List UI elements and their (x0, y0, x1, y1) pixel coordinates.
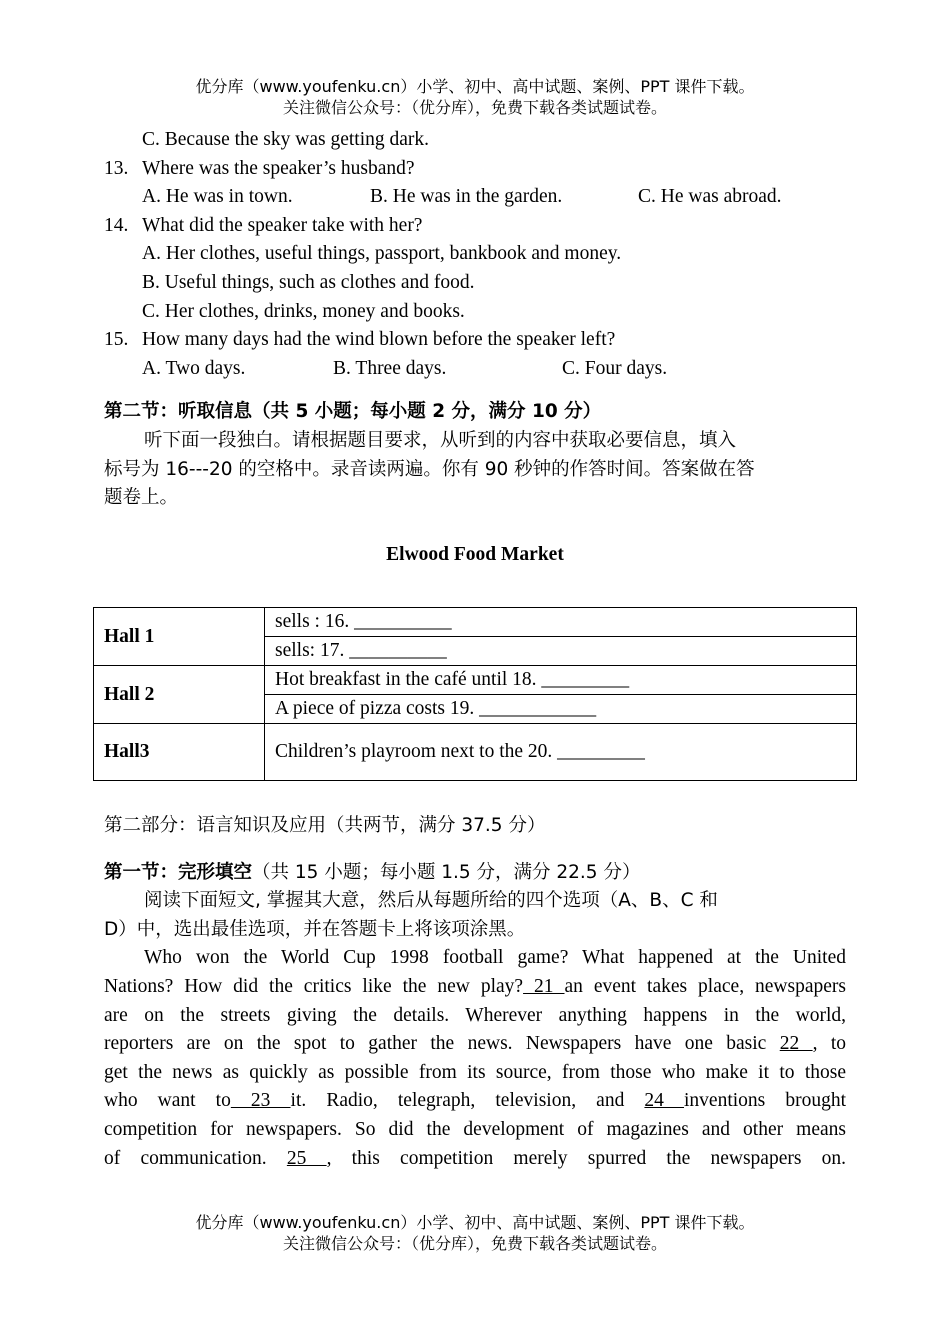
passage-line-1: Who won the World Cup 1998 football game? What happened at the United (144, 947, 846, 969)
page-header (0, 76, 950, 118)
q14-option-a: A. Her clothes, useful things, passport, bankbook and money. (142, 243, 622, 265)
part-2-title: 第二部分：语言知识及应用（共两节，满分 37.5 分） (104, 815, 546, 836)
footer-line-2: 关注微信公众号：（优分库），免费下载各类试题试卷。 (282, 1234, 667, 1253)
hall-1-item-17: sells: 17. __________ (265, 637, 857, 666)
passage-line-8: of communication. 25 , this competition merely spurred the newspapers on. (104, 1147, 847, 1169)
hall-1-label: Hall 1 (94, 608, 265, 666)
blank-25: 25 (286, 1147, 327, 1169)
table-row (94, 608, 857, 637)
hall-1-item-16: sells : 16. __________ (265, 608, 857, 637)
passage-line-6: who want to 23 it. Radio, telegraph, television, and 24 inventions brought (104, 1090, 847, 1112)
q14-option-b: B. Useful things, such as clothes and food. (142, 271, 475, 293)
q13-option-c: C. He was abroad. (638, 186, 782, 208)
passage-line-7: competition for newspapers. So did the development of magazines and other means (104, 1118, 846, 1140)
hall-3-label: Hall3 (94, 724, 265, 781)
q13-options (104, 183, 846, 212)
q15-option-b: B. Three days. (333, 357, 447, 379)
q13-option-a: A. He was in town. (142, 186, 293, 208)
page-content (104, 126, 846, 569)
passage-line-2: Nations? How did the critics like the new play? 21 an event takes place, newspapers (104, 975, 846, 997)
blank-22: 22 (779, 1033, 813, 1055)
section-2-instructions-2: 标号为 16---20 的空格中。录音读两遍。你有 90 秒钟的作答时间。答案做在答 (104, 458, 755, 480)
question-15: 15. How many days had the wind blown before the speaker left? (104, 329, 616, 351)
hall-2-label: Hall 2 (94, 666, 265, 724)
passage-line-3: are on the streets giving the details. Wherever anything happens in the world, (104, 1004, 846, 1026)
table-row (94, 724, 857, 781)
passage-line-5: get the news as quickly as possible from its source, from those who make it to those (104, 1061, 846, 1083)
header-line-1: 优分库（www.youfenku.cn）小学、初中、高中试题、案例、PPT 课件下载。 (195, 77, 755, 96)
q15-options (104, 355, 846, 384)
section-2-instructions-1: 听下面一段独白。请根据题目要求，从听到的内容中获取必要信息，填入 (144, 429, 737, 451)
q15-option-a: A. Two days. (142, 357, 246, 379)
page-footer (0, 1212, 950, 1254)
part-2-instructions-2: D）中，选出最佳选项，并在答题卡上将该项涂黑。 (104, 918, 526, 940)
market-table (93, 607, 857, 781)
part-2-section-1-title: 第一节：完形填空（共 15 小题；每小题 1.5 分，满分 22.5 分） (104, 861, 641, 883)
table-row (94, 666, 857, 695)
hall-3-item-20: Children’s playroom next to the 20. _________ (265, 724, 857, 781)
part-2-instructions-1: 阅读下面短文, 掌握其大意，然后从每题所给的四个选项（A、B、C 和 (144, 890, 718, 912)
market-title: Elwood Food Market (386, 543, 564, 565)
section-2-instructions-3: 题卷上。 (104, 487, 179, 509)
blank-21: 21 (523, 975, 565, 997)
section-2-title: 第二节：听取信息（共 5 小题；每小题 2 分，满分 10 分） (104, 401, 602, 423)
q14-option-c: C. Her clothes, drinks, money and books. (142, 300, 465, 322)
blank-24: 24 (644, 1090, 685, 1112)
blank-23: 23 (230, 1090, 291, 1112)
part-2 (104, 812, 846, 1173)
q13-option-b: B. He was in the garden. (370, 186, 563, 208)
q15-option-c: C. Four days. (562, 357, 668, 379)
q12-option-c: C. Because the sky was getting dark. (142, 129, 430, 150)
hall-2-item-19: A piece of pizza costs 19. ____________ (265, 695, 857, 724)
footer-line-1: 优分库（www.youfenku.cn）小学、初中、高中试题、案例、PPT 课件下载。 (195, 1213, 755, 1232)
hall-2-item-18: Hot breakfast in the café until 18. _________ (265, 666, 857, 695)
header-line-2: 关注微信公众号：（优分库），免费下载各类试题试卷。 (282, 98, 667, 117)
passage-line-4: reporters are on the spot to gather the news. Newspapers have one basic 22 , to (104, 1033, 847, 1055)
question-13: 13. Where was the speaker’s husband? (104, 157, 415, 179)
question-14: 14. What did the speaker take with her? (104, 214, 423, 236)
